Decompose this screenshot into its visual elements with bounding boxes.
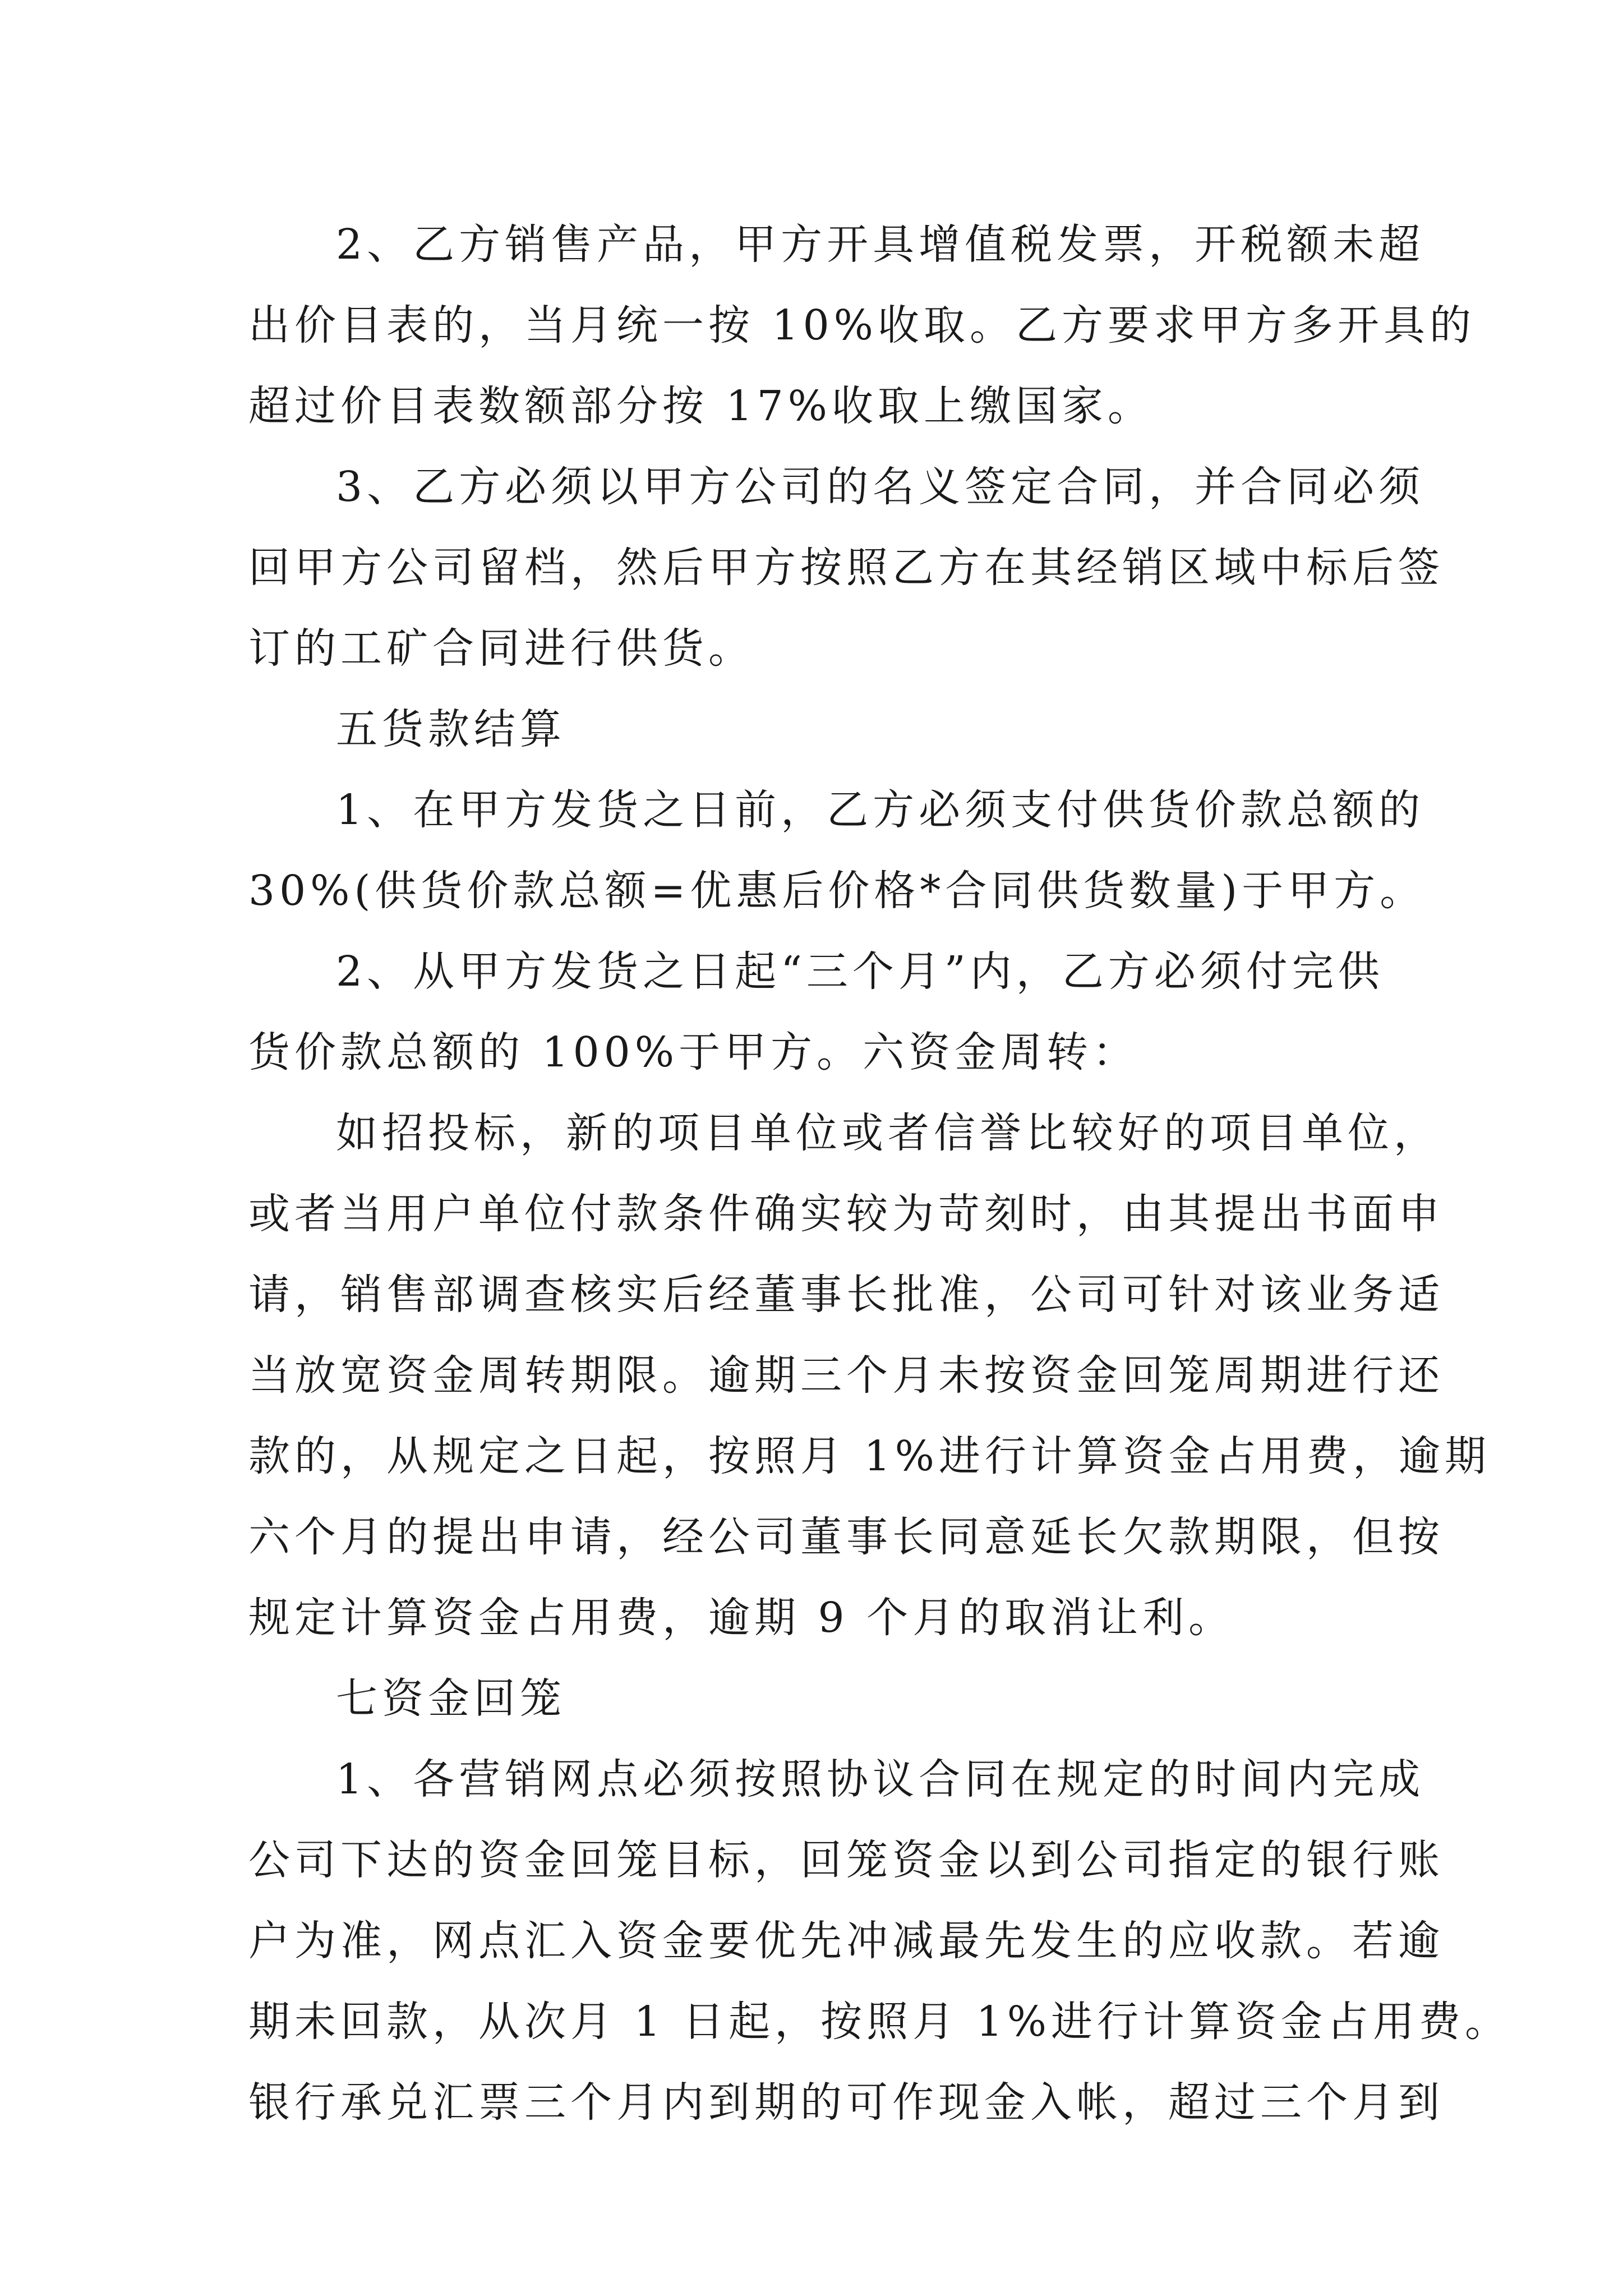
text-line: 期未回款，从次月 1 日起，按照月 1%进行计算资金占用费。 [248,1998,1511,2046]
text-line: 规定计算资金占用费，逾期 9 个月的取消让利。 [248,1594,1235,1642]
text-line: 公司下达的资金回笼目标，回笼资金以到公司指定的银行账 [248,1836,1444,1884]
text-line: 2、乙方销售产品，甲方开具增值税发票，开税额未超 [336,220,1425,269]
text-line: 货价款总额的 100%于甲方。六资金周转： [248,1028,1139,1076]
section-heading: 五货款结算 [336,705,566,753]
text-line: 当放宽资金周转期限。逾期三个月未按资金回笼周期进行还 [248,1351,1444,1400]
text-line: 超过价目表数额部分按 17%收取上缴国家。 [248,382,1154,430]
document-body [248,204,1511,2143]
text-line: 回甲方公司留档，然后甲方按照乙方在其经销区域中标后签 [248,544,1444,592]
text-line: 1、在甲方发货之日前，乙方必须支付供货价款总额的 [336,786,1425,834]
text-line: 3、乙方必须以甲方公司的名义签定合同，并合同必须 [336,463,1425,511]
text-line: 六个月的提出申请，经公司董事长同意延长欠款期限，但按 [248,1513,1444,1561]
text-line: 30%(供货价款总额=优惠后价格*合同供货数量)于甲方。 [248,867,1426,915]
text-line: 请，销售部调查核实后经董事长批准，公司可针对该业务适 [248,1271,1444,1319]
text-line: 或者当用户单位付款条件确实较为苛刻时，由其提出书面申 [248,1190,1444,1238]
text-line: 1、各营销网点必须按照协议合同在规定的时间内完成 [336,1755,1425,1803]
text-line: 2、从甲方发货之日起“三个月”内，乙方必须付完供 [336,947,1384,996]
text-line: 如招投标，新的项目单位或者信誉比较好的项目单位， [336,1109,1440,1157]
text-line: 出价目表的，当月统一按 10%收取。乙方要求甲方多开具的 [248,301,1476,349]
text-line: 户为准，网点汇入资金要优先冲减最先发生的应收款。若逾 [248,1917,1444,1965]
text-line: 款的，从规定之日起，按照月 1%进行计算资金占用费，逾期 [248,1432,1491,1480]
text-line: 银行承兑汇票三个月内到期的可作现金入帐，超过三个月到 [248,2078,1444,2127]
text-line: 订的工矿合同进行供货。 [248,624,754,673]
section-heading: 七资金回笼 [336,1674,566,1723]
